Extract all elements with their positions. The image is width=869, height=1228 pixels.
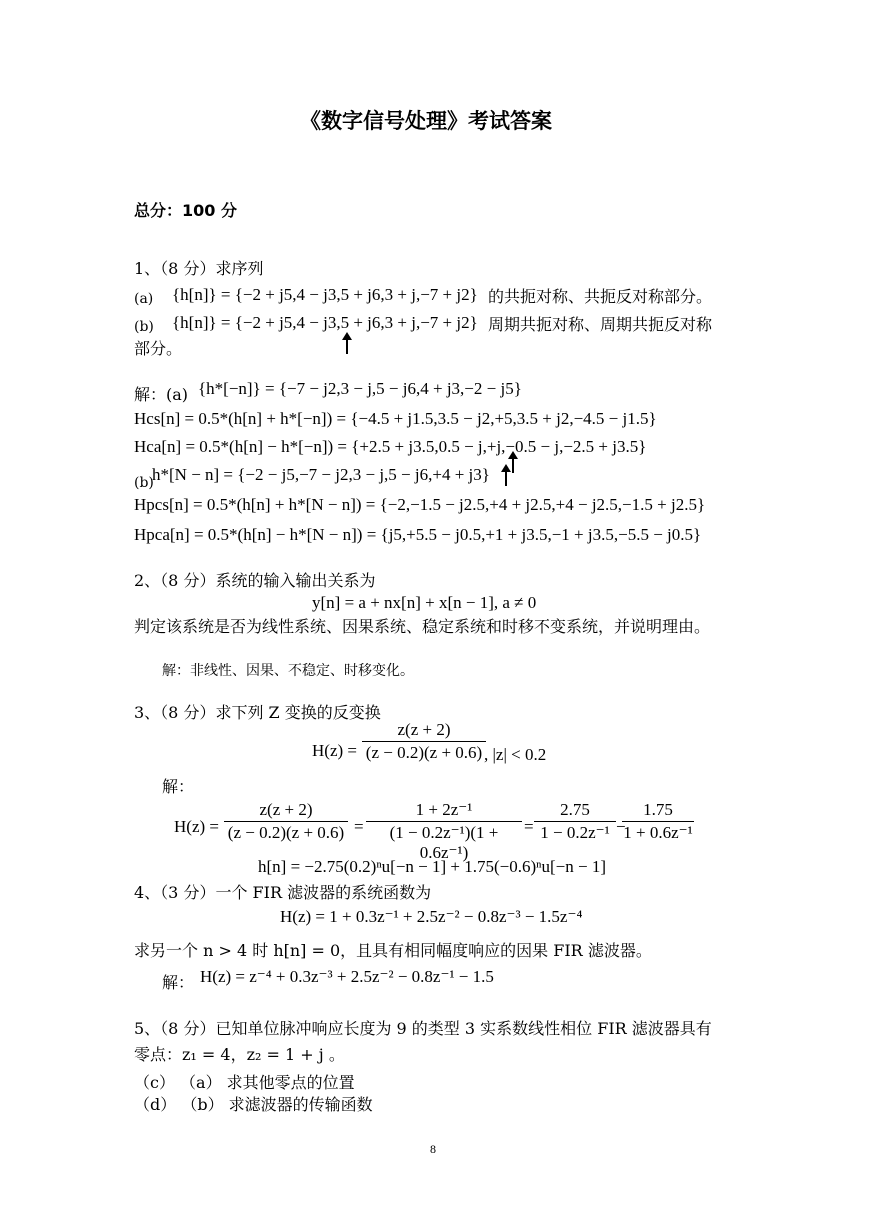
q3-solution-denominator-4: 1 + 0.6z⁻¹ (623, 823, 693, 842)
q1-solution-b-label: (b) (134, 475, 154, 491)
q1-a-text: 的共扼对称、共扼反对称部分。 (488, 287, 713, 306)
q4-answer: H(z) = z⁻⁴ + 0.3z⁻³ + 2.5z⁻² − 0.8z⁻¹ − 1.5 (200, 967, 494, 986)
total-score: 总分：100 分 (134, 201, 237, 220)
fraction-bar (534, 821, 616, 822)
index-marker-arrow-icon (346, 338, 348, 354)
q3-solution-numerator-3: 2.75 (560, 800, 590, 819)
q3-heading: 3、（8 分）求下列 Z 变换的反变换 (134, 703, 381, 722)
page-title: 《数字信号处理》考试答案 (300, 109, 552, 133)
q2-equation: y[n] = a + nx[n] + x[n − 1], a ≠ 0 (312, 593, 537, 612)
q1-b-text: 周期共扼对称、周期共扼反对称 (488, 315, 713, 334)
fraction-bar (366, 821, 522, 822)
q1-solution-line-5: Hpcs[n] = 0.5*(h[n] + h*[N − n]) = {−2,−1.5 − j2.5,+4 + j2.5,+4 − j2.5,−1.5 + j2.5} (134, 495, 706, 514)
q1-b-equation: {h[n]} = {−2 + j5,4 − j3,5 + j6,3 + j,−7 + j2} (172, 313, 478, 332)
q5-zeros: 零点：z₁ = 4，z₂ = 1 + j 。 (134, 1045, 345, 1064)
q3-lhs: H(z) = (312, 741, 357, 760)
q2-heading: 2、（8 分）系统的输入输出关系为 (134, 571, 376, 590)
fraction-bar (224, 821, 348, 822)
q3-fraction (362, 720, 486, 763)
q1-solution-line-6: Hpca[n] = 0.5*(h[n] − h*[N − n]) = {j5,+5.5 − j0.5,+1 + j3.5,−1 + j3.5,−5.5 − j0.5} (134, 525, 702, 544)
q2-text: 判定该系统是否为线性系统、因果系统、稳定系统和时移不变系统，并说明理由。 (134, 617, 711, 636)
q5-item-c: （c） （a） 求其他零点的位置 (134, 1073, 355, 1092)
q5-item-d: （d） （b） 求滤波器的传输函数 (134, 1095, 373, 1114)
fraction-bar (362, 741, 486, 742)
q3-solution-fraction-2 (366, 800, 522, 863)
q4-equation: H(z) = 1 + 0.3z⁻¹ + 2.5z⁻² − 0.8z⁻³ − 1.5z⁻⁴ (280, 907, 583, 926)
minus-sign: − (616, 817, 626, 836)
q3-solution-numerator-1: z(z + 2) (259, 800, 313, 819)
q4-heading: 4、（3 分）一个 FIR 滤波器的系统函数为 (134, 883, 432, 902)
q3-denominator: (z − 0.2)(z + 0.6) (365, 743, 483, 762)
q5-heading: 5、（8 分）已知单位脉冲响应长度为 9 的类型 3 实系数线性相位 FIR 滤波器具有 (134, 1019, 712, 1038)
page-number: 8 (430, 1142, 436, 1156)
q1-b-label: (b) (134, 319, 154, 335)
q3-solution-denominator-3: 1 − 0.2z⁻¹ (540, 823, 610, 842)
q3-solution-numerator-4: 1.75 (643, 800, 673, 819)
q3-solution-fraction-1 (224, 800, 348, 843)
q1-b-text-continued: 部分。 (134, 339, 183, 358)
equals-sign: = (354, 817, 364, 836)
q1-a-equation: {h[n]} = {−2 + j5,4 − j3,5 + j6,3 + j,−7 + j2} (172, 285, 478, 304)
q1-solution-line-1: {h*[−n]} = {−7 − j2,3 − j,5 − j6,4 + j3,−2 − j5} (198, 379, 522, 398)
q3-solution-lhs: H(z) = (174, 817, 219, 836)
q3-condition: , |z| < 0.2 (484, 745, 547, 764)
q3-solution-label: 解： (162, 777, 195, 796)
index-marker-arrow-icon (512, 457, 514, 473)
q1-solution-label: 解：(a) (134, 385, 189, 404)
equals-sign: = (524, 817, 534, 836)
q3-impulse-response: h[n] = −2.75(0.2)ⁿu[−n − 1] + 1.75(−0.6)ⁿu[−n − 1] (258, 857, 607, 876)
q1-solution-line-3: Hca[n] = 0.5*(h[n] − h*[−n]) = {+2.5 + j3.5,0.5 − j,+j,−0.5 − j,−2.5 + j3.5} (134, 437, 647, 456)
q3-solution-denominator-1: (z − 0.2)(z + 0.6) (227, 823, 345, 842)
fraction-bar (622, 821, 694, 822)
q3-solution-fraction-4 (622, 800, 694, 843)
q4-text: 求另一个 n > 4 时 h[n] = 0，且具有相同幅度响应的因果 FIR 滤波器。 (134, 941, 652, 960)
q1-solution-line-2: Hcs[n] = 0.5*(h[n] + h*[−n]) = {−4.5 + j1.5,3.5 − j2,+5,3.5 + j2,−4.5 − j1.5} (134, 409, 657, 428)
q3-solution-denominator-2: (1 − 0.2z⁻¹)(1 + 0.6z⁻¹) (389, 823, 499, 862)
q3-solution-numerator-2: 1 + 2z⁻¹ (415, 800, 473, 819)
q1-heading: 1、（8 分）求序列 (134, 259, 264, 278)
q3-numerator: z(z + 2) (397, 720, 451, 739)
q2-answer: 解：非线性、因果、不稳定、时移变化。 (162, 663, 414, 679)
q3-solution-fraction-3 (534, 800, 616, 843)
q4-answer-label: 解： (162, 973, 195, 992)
q1-solution-line-4: h*[N − n] = {−2 − j5,−7 − j2,3 − j,5 − j6,+4 + j3} (152, 465, 490, 484)
q1-a-label: (a) (134, 291, 154, 307)
index-marker-arrow-icon (505, 470, 507, 486)
